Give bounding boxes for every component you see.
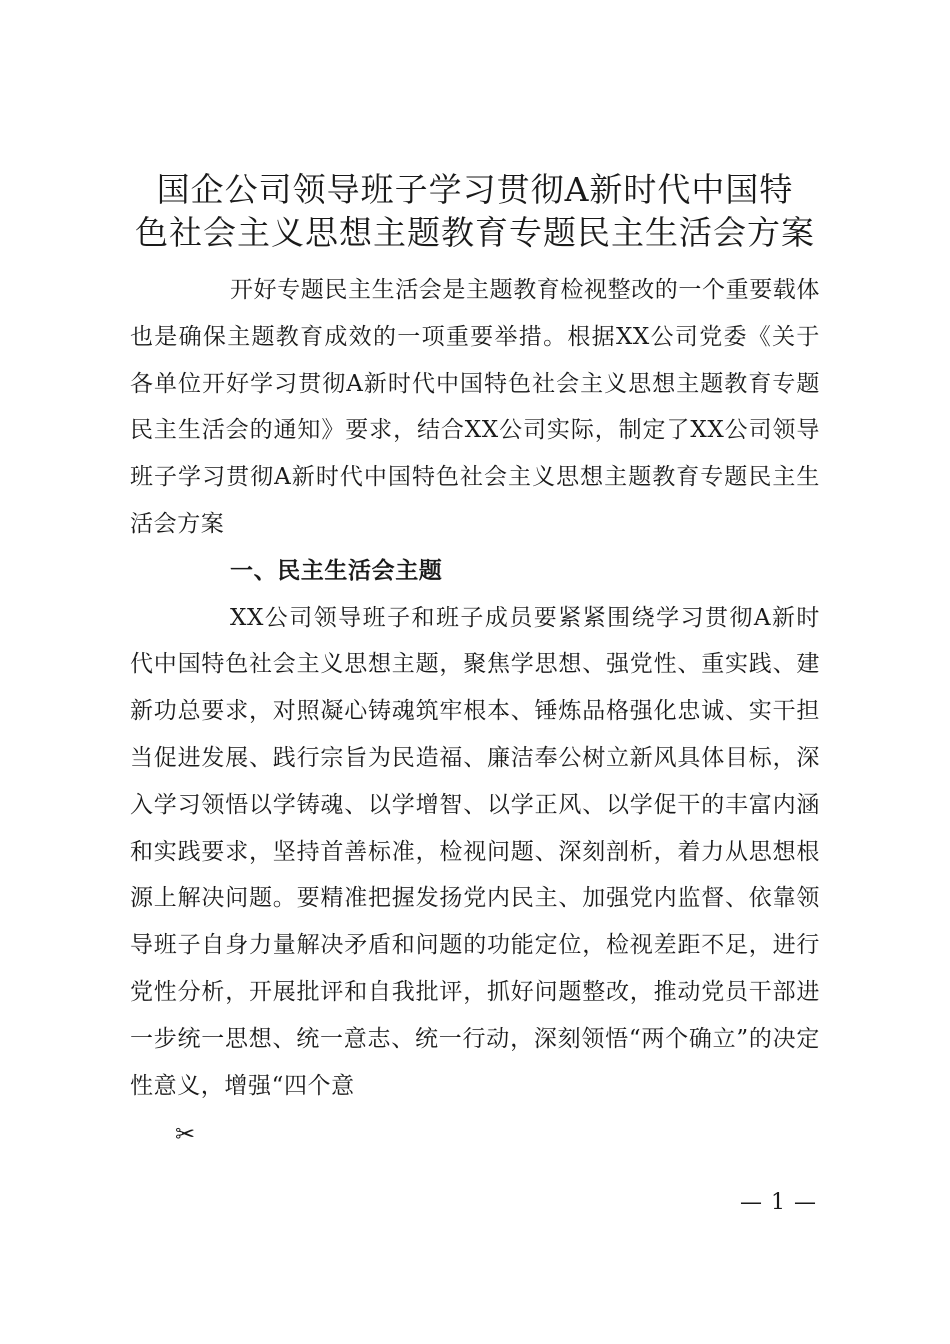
title-line-2: 色社会主义思想主题教育专题民主生活会方案	[135, 213, 815, 252]
section-heading: 一、民主生活会主题	[230, 557, 443, 584]
scissors-icon: ✂	[175, 1120, 196, 1148]
section-paragraph: XX公司领导班子和班子成员要紧紧围绕学习贯彻A新时代中国特色社会主义思想主题，聚焦学思想、强党性、重实践、建新功总要求，对照凝心铸魂筑牢根本、锤炼品格强化忠诚、实干担当促进发展、践行宗旨为民造福、廉洁奉公树立新风具体目标，深入学习领悟以学铸魂、以学增智、以学正风、以学促干的丰富内涵和实践要求，坚持首善标准，检视问题、深刻剖析，着力从思想根源上解决问题。要精准把握发扬党内民主、加强党内监督、依靠领导班子自身力量解决矛盾和问题的功能定位，检视差距不足，进行党性分析，开展批评和自我批评，抓好问题整改，推动党员干部进一步统一思想、统一意志、统一行动，深刻领悟“两个确立”的决定性意义，增强“四个意	[130, 604, 820, 1099]
document-title	[120, 168, 830, 254]
page-number: — 1 —	[740, 1190, 817, 1215]
title-line-1: 国企公司领导班子学习贯彻A新时代中国特	[156, 170, 794, 209]
document-body	[130, 267, 820, 1109]
intro-paragraph: 开好专题民主生活会是主题教育检视整改的一个重要载体也是确保主题教育成效的一项重要举措。根据XX公司党委《关于各单位开好学习贯彻A新时代中国特色社会主义思想主题教育专题民主生活会的通知》要求，结合XX公司实际，制定了XX公司领导班子学习贯彻A新时代中国特色社会主义思想主题教育专题民主生活会方案	[130, 277, 820, 537]
